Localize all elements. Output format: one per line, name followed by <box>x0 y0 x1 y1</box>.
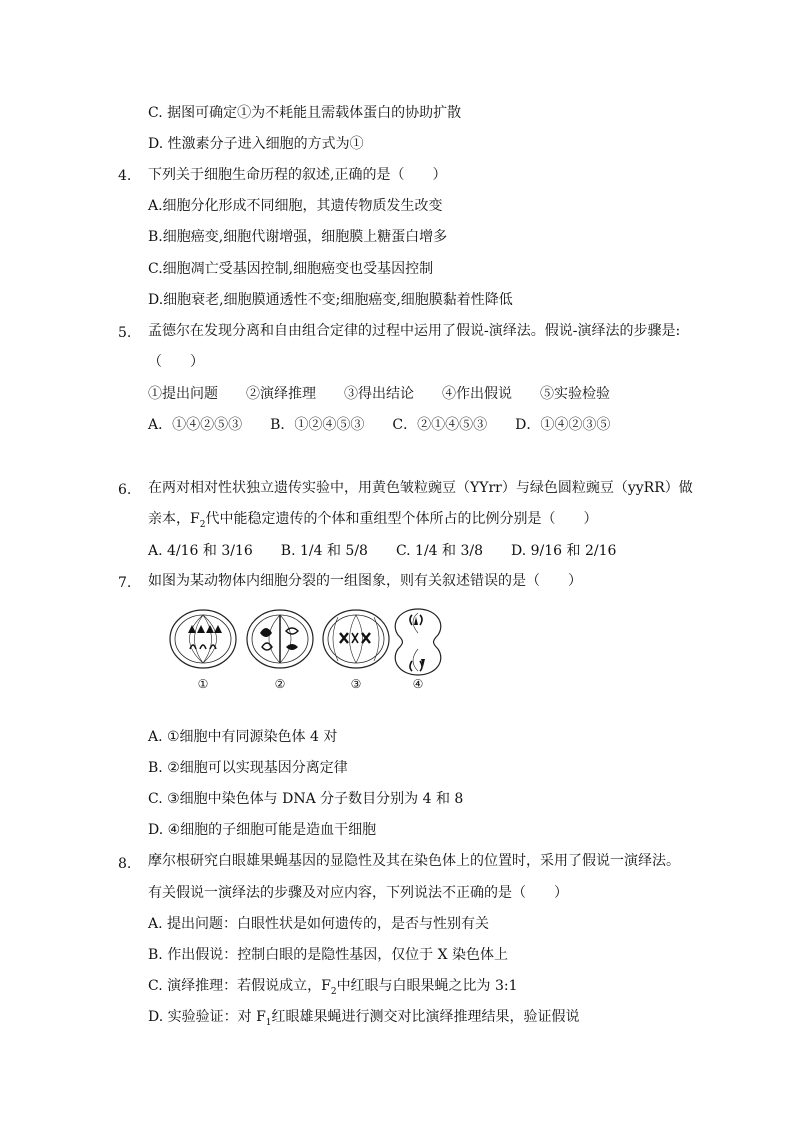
figure-label-3: ③ <box>350 677 362 691</box>
q6-stem-line2-pre: 亲本，F <box>148 511 200 527</box>
q8-option-c-post: 中红眼与白眼果蝇之比为 3:1 <box>336 978 518 994</box>
q8-option-c-pre: C. 演绎推理：若假说成立，F <box>148 978 331 994</box>
q4-option-c: C.细胞凋亡受基因控制,细胞癌变也受基因控制 <box>148 261 434 277</box>
q8-number: 8. <box>118 856 132 872</box>
figure-label-1: ① <box>197 677 209 691</box>
q4-option-a: A.细胞分化形成不同细胞，其遗传物质发生改变 <box>148 198 443 214</box>
q8-option-d <box>148 1008 580 1032</box>
q7-option-c: C. ③细胞中染色体与 DNA 分子数目分别为 4 和 8 <box>148 791 464 807</box>
q8-option-c-subscript: 2 <box>330 986 337 997</box>
q5-steps: ①提出问题 ②演绎推理 ③得出结论 ④作出假说 ⑤实验检验 <box>148 386 610 402</box>
q8-option-a: A. 提出问题：白眼性状是如何遗传的，是否与性别有关 <box>148 916 490 932</box>
q6-stem-line2 <box>148 510 597 534</box>
q5-stem-line1: 孟德尔在发现分离和自由组合定律的过程中运用了假说-演绎法。假说-演绎法的步骤是: <box>148 323 681 339</box>
q7-option-d: D. ④细胞的子细胞可能是造血干细胞 <box>148 822 377 838</box>
q7-option-a: A. ①细胞中有同源染色体 4 对 <box>148 729 338 745</box>
cell-1-membrane <box>170 610 236 668</box>
q8-stem-line2: 有关假说一演绎法的步骤及对应内容，下列说法不正确的是（ ） <box>148 885 568 901</box>
q4-number: 4. <box>118 168 132 184</box>
q8-option-b: B. 作出假说：控制白眼的是隐性基因，仅位于 X 染色体上 <box>148 947 509 963</box>
q5-options: A．①④②⑤③ B．①②④⑤③ C．②①④⑤③ D．①④②③⑤ <box>148 417 611 433</box>
q6-subscript: 2 <box>199 519 206 530</box>
q8-option-d-subscript: 1 <box>265 1017 272 1028</box>
q6-options: A. 4/16 和 3/16 B. 1/4 和 5/8 C. 1/4 和 3/8 D. 9/16 和 2/16 <box>148 543 617 559</box>
q8-option-d-post: 红眼雄果蝇进行测交对比演绎推理结果，验证假说 <box>271 1009 580 1025</box>
q6-stem-line1: 在两对相对性状独立遗传实验中，用黄色皱粒豌豆（YYrr）与绿色圆粒豌豆（yyRR）做 <box>148 480 693 496</box>
q8-option-d-pre: D. 实验验证：对 F <box>148 1009 266 1025</box>
q4-stem: 下列关于细胞生命历程的叙述,正确的是（ ） <box>148 167 447 183</box>
q6-stem-line2-post: 代中能稳定遗传的个体和重组型个体所占的比例分别是（ ） <box>205 511 598 527</box>
q5-number: 5. <box>118 325 132 341</box>
q3-option-d: D. 性激素分子进入细胞的方式为① <box>148 136 364 152</box>
q8-option-c <box>148 977 518 1001</box>
q7-number: 7. <box>118 575 132 591</box>
figure-label-2: ② <box>274 677 286 691</box>
q7-option-b: B. ②细胞可以实现基因分离定律 <box>148 760 348 776</box>
q6-number: 6. <box>118 482 132 498</box>
cell-4-membrane <box>395 609 441 675</box>
q5-stem-line2: （ ） <box>148 354 204 370</box>
cell-division-figure <box>168 603 453 693</box>
q4-option-b: B.细胞癌变,细胞代谢增强，细胞膜上糖蛋白增多 <box>148 229 448 245</box>
q7-stem: 如图为某动物体内细胞分裂的一组图象，则有关叙述错误的是（ ） <box>148 573 582 589</box>
figure-label-4: ④ <box>412 677 424 691</box>
q3-option-c: C. 据图可确定①为不耗能且需载体蛋白的协助扩散 <box>148 105 462 121</box>
q8-stem-line1: 摩尔根研究白眼雄果蝇基因的显隐性及其在染色体上的位置时，采用了假说一演绎法。 <box>148 853 680 869</box>
q4-option-d: D.细胞衰老,细胞膜通透性不变;细胞癌变,细胞膜黏着性降低 <box>148 292 513 308</box>
